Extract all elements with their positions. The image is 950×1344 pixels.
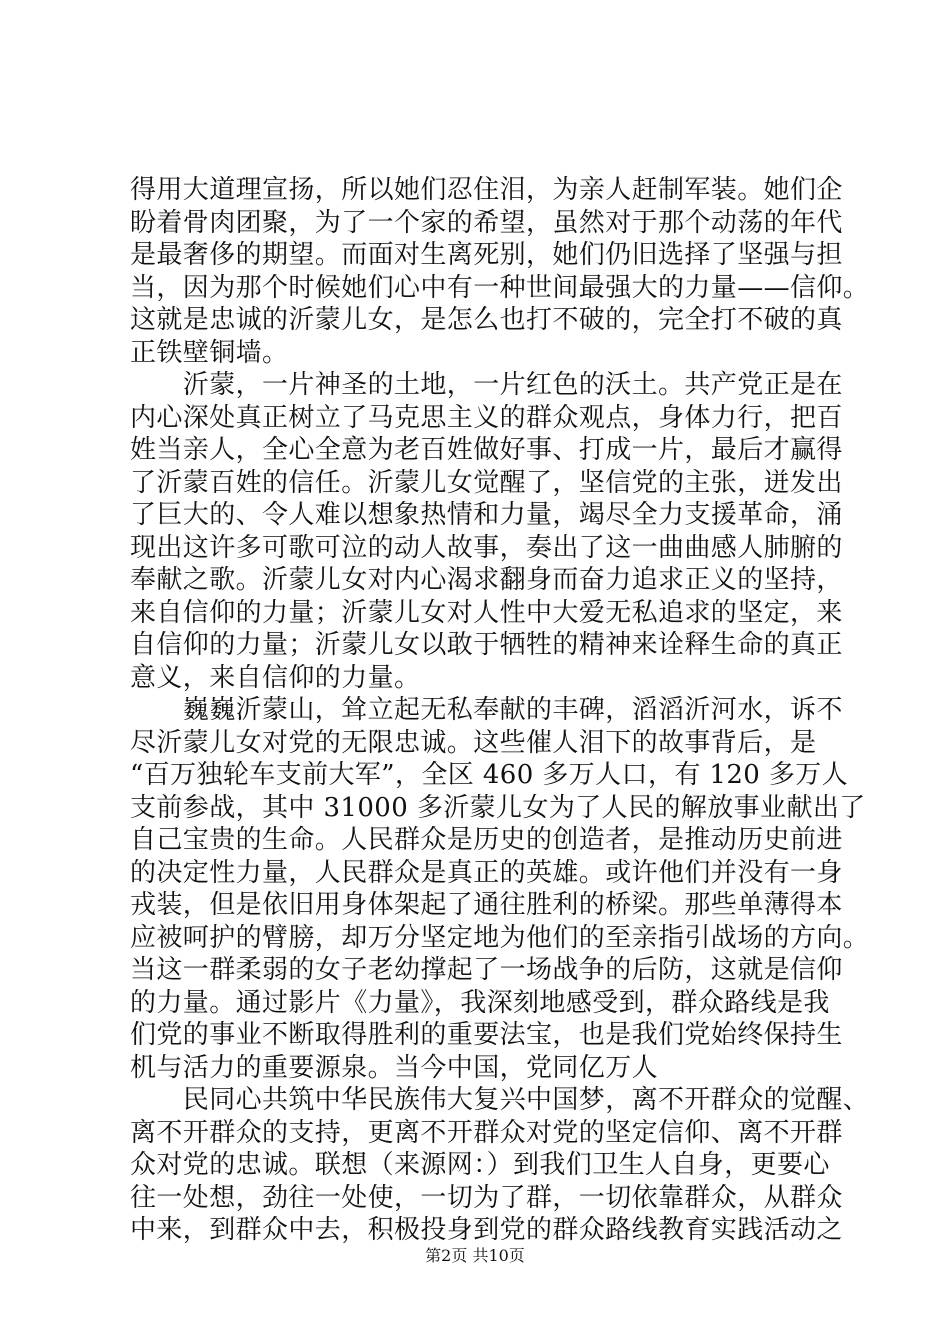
text-line: 中来，到群众中去，积极投身到党的群众路线教育实践活动之 <box>130 1215 843 1245</box>
text-line: 往一处想，劲往一处使，一切为了群，一切依靠群众，从群众 <box>130 1182 843 1213</box>
text-line: 当，因为那个时候她们心中有一种世间最强大的力量——信仰。 <box>130 272 870 303</box>
text-line: 应被呵护的臂膀，却万分坚定地为他们的至亲指引战场的方向。 <box>130 922 870 953</box>
body-text <box>130 174 870 1247</box>
text-line: 来自信仰的力量；沂蒙儿女对人性中大爱无私追求的坚定，来 <box>130 597 843 628</box>
text-line: 尽沂蒙儿女对党的无限忠诚。这些催人泪下的故事背后，是 <box>130 727 817 758</box>
text-line: 的决定性力量，人民群众是真正的英雄。或许他们并没有一身 <box>130 857 843 888</box>
text-line: 奉献之歌。沂蒙儿女对内心渴求翻身而奋力追求正义的坚持， <box>130 565 843 595</box>
text-line: 姓当亲人，全心全意为老百姓做好事、打成一片，最后才赢得 <box>130 435 843 465</box>
text-line: 意义，来自信仰的力量。 <box>130 662 421 693</box>
text-line: 这就是忠诚的沂蒙儿女，是怎么也打不破的，完全打不破的真 <box>130 305 843 335</box>
text-line: 的力量。通过影片《力量》，我深刻地感受到，群众路线是我 <box>130 987 830 1018</box>
text-line: 现出这许多可歌可泣的动人故事，奏出了这一曲曲感人肺腑的 <box>130 532 843 563</box>
text-line: 沂蒙，一片神圣的土地，一片红色的沃土。共产党正是在 <box>130 370 843 400</box>
text-line: 了巨大的、令人难以想象热情和力量，竭尽全力支援革命，涌 <box>130 500 843 530</box>
text-line: 众对党的忠诚。联想（来源网：）到我们卫生人自身，更要心 <box>130 1150 830 1180</box>
text-line: 了沂蒙百姓的信任。沂蒙儿女觉醒了，坚信党的主张，迸发出 <box>130 467 843 498</box>
text-line: 内心深处真正树立了马克思主义的群众观点，身体力行，把百 <box>130 402 843 433</box>
text-line: 离不开群众的支持，更离不开群众对党的坚定信仰、离不开群 <box>130 1117 843 1148</box>
text-line: “百万独轮车支前大军”，全区 460 多万人口，有 120 多万人 <box>130 760 849 790</box>
text-line: 是最奢侈的期望。而面对生离死别，她们仍旧选择了坚强与担 <box>130 240 843 270</box>
text-line: 民同心共筑中华民族伟大复兴中国梦，离不开群众的觉醒、 <box>130 1085 870 1115</box>
text-line: 巍巍沂蒙山，耸立起无私奉献的丰碑，滔滔沂河水，诉不 <box>130 695 843 725</box>
text-line: 自己宝贵的生命。人民群众是历史的创造者，是推动历史前进 <box>130 825 843 855</box>
text-line: 得用大道理宣扬，所以她们忍住泪，为亲人赶制军装。她们企 <box>130 175 843 205</box>
text-line: 自信仰的力量；沂蒙儿女以敢于牺牲的精神来诠释生命的真正 <box>130 630 843 660</box>
text-line: 支前参战，其中 31000 多沂蒙儿女为了人民的解放事业献出了 <box>130 792 866 823</box>
text-line: 盼着骨肉团聚，为了一个家的希望，虽然对于那个动荡的年代 <box>130 207 843 238</box>
text-line: 正铁壁铜墙。 <box>130 337 289 368</box>
text-line: 戎装，但是依旧用身体架起了通往胜利的桥梁。那些单薄得本 <box>130 890 843 920</box>
page-footer: 第2页 共10页 <box>425 1246 525 1265</box>
text-line: 们党的事业不断取得胜利的重要法宝，也是我们党始终保持生 <box>130 1020 843 1050</box>
text-line: 当这一群柔弱的女子老幼撑起了一场战争的后防，这就是信仰 <box>130 955 843 985</box>
text-line: 机与活力的重要源泉。当今中国，党同亿万人 <box>130 1052 659 1083</box>
